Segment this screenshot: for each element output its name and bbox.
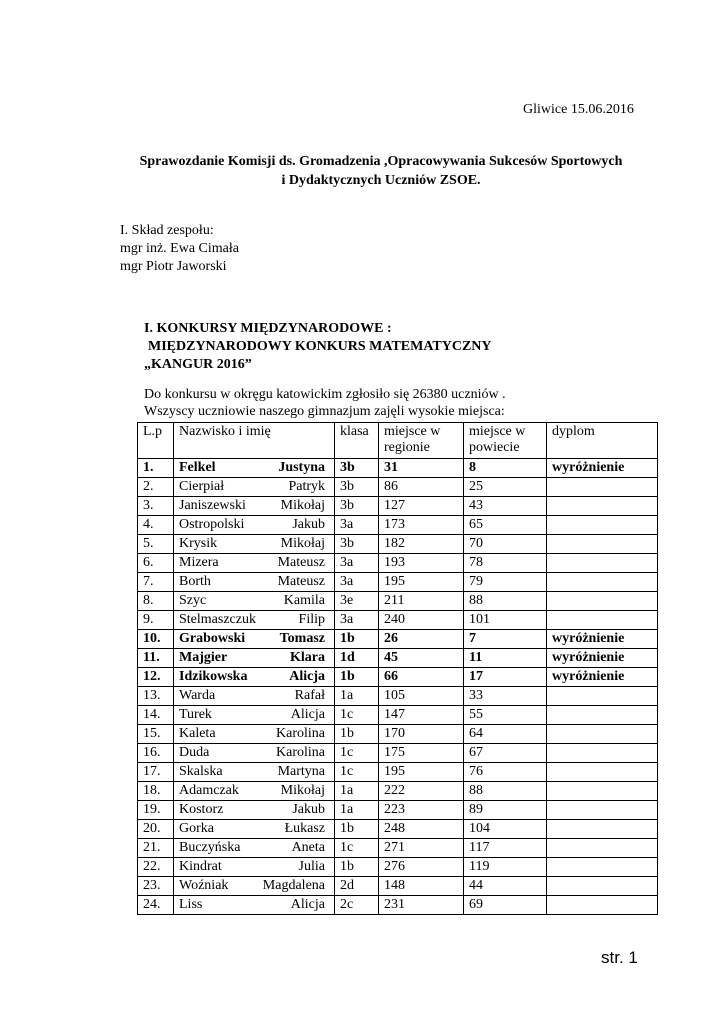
cell-class: 3b <box>335 478 379 497</box>
header-lp: L.p <box>138 423 174 459</box>
cell-lp: 10. <box>138 630 174 649</box>
cell-diploma <box>547 839 658 858</box>
table-row <box>138 592 658 611</box>
student-name <box>179 649 325 667</box>
section-title: I. KONKURSY MIĘDZYNARODOWE : <box>144 321 392 336</box>
cell-county-place: 101 <box>464 611 547 630</box>
cell-name <box>174 592 335 611</box>
cell-lp: 1. <box>138 459 174 478</box>
cell-region-place: 170 <box>379 725 464 744</box>
cell-name <box>174 687 335 706</box>
cell-diploma <box>547 478 658 497</box>
student-name <box>179 896 325 914</box>
team-heading: I. Skład zespołu: <box>120 223 214 238</box>
student-surname: Kaleta <box>179 726 216 741</box>
cell-region-place: 211 <box>379 592 464 611</box>
cell-lp: 19. <box>138 801 174 820</box>
report-title-line1: Sprawozdanie Komisji ds. Gromadzenia ,Opracowywania Sukcesów Sportowych <box>139 154 623 169</box>
cell-county-place: 76 <box>464 763 547 782</box>
student-name <box>179 516 325 534</box>
cell-diploma <box>547 763 658 782</box>
student-first-name: Martyna <box>277 764 325 779</box>
cell-region-place: 182 <box>379 535 464 554</box>
student-first-name: Alicja <box>289 669 325 684</box>
cell-lp: 16. <box>138 744 174 763</box>
cell-region-place: 86 <box>379 478 464 497</box>
student-first-name: Mateusz <box>277 574 325 589</box>
student-surname: Grabowski <box>179 631 246 646</box>
cell-name <box>174 573 335 592</box>
student-surname: Majgier <box>179 650 228 665</box>
table-row <box>138 668 658 687</box>
cell-class: 1c <box>335 839 379 858</box>
cell-lp: 17. <box>138 763 174 782</box>
cell-county-place: 117 <box>464 839 547 858</box>
cell-region-place: 193 <box>379 554 464 573</box>
cell-name <box>174 478 335 497</box>
cell-diploma <box>547 611 658 630</box>
student-name <box>179 630 325 648</box>
cell-lp: 15. <box>138 725 174 744</box>
cell-region-place: 271 <box>379 839 464 858</box>
cell-name <box>174 668 335 687</box>
cell-region-place: 173 <box>379 516 464 535</box>
cell-lp: 20. <box>138 820 174 839</box>
student-surname: Stelmaszczuk <box>179 612 256 627</box>
cell-region-place: 26 <box>379 630 464 649</box>
student-name <box>179 858 325 876</box>
cell-county-place: 44 <box>464 877 547 896</box>
student-surname: Idzikowska <box>179 669 248 684</box>
cell-diploma: wyróżnienie <box>547 459 658 478</box>
student-first-name: Łukasz <box>284 821 325 836</box>
cell-lp: 4. <box>138 516 174 535</box>
student-first-name: Tomasz <box>279 631 325 646</box>
cell-lp: 18. <box>138 782 174 801</box>
student-name <box>179 611 325 629</box>
cell-class: 1b <box>335 630 379 649</box>
team-section <box>120 222 239 276</box>
cell-diploma <box>547 782 658 801</box>
cell-diploma <box>547 516 658 535</box>
student-surname: Gorka <box>179 821 214 836</box>
cell-lp: 14. <box>138 706 174 725</box>
cell-name <box>174 535 335 554</box>
cell-county-place: 88 <box>464 592 547 611</box>
student-name <box>179 459 325 477</box>
cell-diploma <box>547 725 658 744</box>
cell-class: 1b <box>335 668 379 687</box>
table-row <box>138 877 658 896</box>
table-row <box>138 630 658 649</box>
cell-class: 3b <box>335 459 379 478</box>
student-surname: Warda <box>179 688 216 703</box>
report-title-line2: i Dydaktycznych Uczniów ZSOE. <box>281 173 481 188</box>
cell-lp: 22. <box>138 858 174 877</box>
cell-county-place: 88 <box>464 782 547 801</box>
table-row <box>138 839 658 858</box>
student-name <box>179 497 325 515</box>
cell-name <box>174 801 335 820</box>
cell-name <box>174 744 335 763</box>
table-row <box>138 649 658 668</box>
cell-name <box>174 459 335 478</box>
cell-class: 1b <box>335 858 379 877</box>
cell-class: 2d <box>335 877 379 896</box>
cell-diploma <box>547 858 658 877</box>
student-first-name: Kamila <box>283 593 325 608</box>
table-row <box>138 573 658 592</box>
student-surname: Skalska <box>179 764 223 779</box>
table-row <box>138 554 658 573</box>
cell-region-place: 66 <box>379 668 464 687</box>
cell-county-place: 65 <box>464 516 547 535</box>
header-region-text: miejsce w regionie <box>384 424 441 455</box>
student-name <box>179 782 325 800</box>
student-surname: Buczyńska <box>179 840 241 855</box>
cell-county-place: 33 <box>464 687 547 706</box>
intro-line: Wszyscy uczniowie naszego gimnazjum zajęli wysokie miejsca: <box>144 404 505 419</box>
student-name <box>179 877 325 895</box>
student-surname: Kostorz <box>179 802 224 817</box>
cell-county-place: 25 <box>464 478 547 497</box>
cell-county-place: 69 <box>464 896 547 915</box>
cell-county-place: 104 <box>464 820 547 839</box>
cell-class: 1b <box>335 820 379 839</box>
student-name <box>179 839 325 857</box>
cell-diploma <box>547 535 658 554</box>
student-name <box>179 820 325 838</box>
cell-county-place: 79 <box>464 573 547 592</box>
cell-name <box>174 706 335 725</box>
student-first-name: Patryk <box>288 479 325 494</box>
cell-region-place: 195 <box>379 573 464 592</box>
cell-diploma <box>547 497 658 516</box>
cell-class: 3e <box>335 592 379 611</box>
student-surname: Felkel <box>179 460 216 475</box>
cell-diploma <box>547 896 658 915</box>
cell-class: 3b <box>335 497 379 516</box>
cell-class: 1a <box>335 687 379 706</box>
cell-county-place: 11 <box>464 649 547 668</box>
cell-region-place: 222 <box>379 782 464 801</box>
header-diploma: dyplom <box>547 423 658 459</box>
cell-region-place: 147 <box>379 706 464 725</box>
student-first-name: Mikołaj <box>280 783 325 798</box>
page-number: str. 1 <box>601 948 638 967</box>
student-first-name: Mateusz <box>277 555 325 570</box>
document-date: Gliwice 15.06.2016 <box>523 102 634 117</box>
student-first-name: Jakub <box>292 802 325 817</box>
student-surname: Borth <box>179 574 211 589</box>
student-name <box>179 687 325 705</box>
cell-name <box>174 839 335 858</box>
cell-county-place: 89 <box>464 801 547 820</box>
cell-lp: 3. <box>138 497 174 516</box>
cell-name <box>174 896 335 915</box>
cell-county-place: 67 <box>464 744 547 763</box>
cell-county-place: 55 <box>464 706 547 725</box>
cell-name <box>174 763 335 782</box>
student-surname: Szyc <box>179 593 207 608</box>
cell-name <box>174 516 335 535</box>
student-name <box>179 554 325 572</box>
cell-diploma <box>547 744 658 763</box>
table-row <box>138 459 658 478</box>
cell-name <box>174 877 335 896</box>
cell-class: 3a <box>335 573 379 592</box>
student-surname: Kindrat <box>179 859 222 874</box>
student-first-name: Karolina <box>276 726 325 741</box>
student-name <box>179 668 325 686</box>
student-surname: Janiszewski <box>179 498 246 513</box>
cell-name <box>174 611 335 630</box>
cell-class: 1d <box>335 649 379 668</box>
table-row <box>138 801 658 820</box>
cell-diploma <box>547 706 658 725</box>
results-table <box>137 422 658 915</box>
cell-lp: 7. <box>138 573 174 592</box>
student-first-name: Jakub <box>292 517 325 532</box>
cell-lp: 23. <box>138 877 174 896</box>
student-name <box>179 725 325 743</box>
student-name <box>179 573 325 591</box>
student-first-name: Karolina <box>276 745 325 760</box>
student-surname: Duda <box>179 745 210 760</box>
student-name <box>179 478 325 496</box>
table-row <box>138 782 658 801</box>
student-name <box>179 592 325 610</box>
cell-diploma <box>547 820 658 839</box>
cell-class: 2c <box>335 896 379 915</box>
contest-intro <box>144 386 506 420</box>
contest-edition: „KANGUR 2016” <box>144 357 252 372</box>
cell-county-place: 17 <box>464 668 547 687</box>
cell-name <box>174 725 335 744</box>
cell-county-place: 43 <box>464 497 547 516</box>
cell-class: 3a <box>335 516 379 535</box>
cell-region-place: 231 <box>379 896 464 915</box>
student-first-name: Justyna <box>278 460 325 475</box>
contest-name: MIĘDZYNARODOWY KONKURS MATEMATYCZNY <box>148 339 492 354</box>
cell-county-place: 8 <box>464 459 547 478</box>
cell-class: 1c <box>335 744 379 763</box>
cell-region-place: 31 <box>379 459 464 478</box>
cell-county-place: 78 <box>464 554 547 573</box>
table-row <box>138 763 658 782</box>
cell-lp: 9. <box>138 611 174 630</box>
table-row <box>138 687 658 706</box>
cell-county-place: 119 <box>464 858 547 877</box>
team-member: mgr inż. Ewa Cimała <box>120 241 239 256</box>
student-name <box>179 706 325 724</box>
header-class: klasa <box>335 423 379 459</box>
table-row <box>138 896 658 915</box>
cell-lp: 5. <box>138 535 174 554</box>
cell-class: 1a <box>335 801 379 820</box>
student-first-name: Mikołaj <box>280 498 325 513</box>
student-surname: Ostropolski <box>179 517 245 532</box>
cell-region-place: 195 <box>379 763 464 782</box>
student-first-name: Magdalena <box>262 878 325 893</box>
cell-county-place: 64 <box>464 725 547 744</box>
cell-class: 3a <box>335 554 379 573</box>
student-surname: Krysik <box>179 536 218 551</box>
table-row <box>138 535 658 554</box>
student-first-name: Alicja <box>290 897 325 912</box>
cell-name <box>174 554 335 573</box>
cell-lp: 12. <box>138 668 174 687</box>
table-row <box>138 744 658 763</box>
student-first-name: Filip <box>298 612 325 627</box>
student-first-name: Rafał <box>294 688 325 703</box>
cell-region-place: 175 <box>379 744 464 763</box>
table-row <box>138 516 658 535</box>
cell-name <box>174 497 335 516</box>
cell-class: 3b <box>335 535 379 554</box>
student-surname: Mizera <box>179 555 219 570</box>
header-region <box>379 423 464 459</box>
table-row <box>138 611 658 630</box>
cell-class: 1c <box>335 706 379 725</box>
header-county <box>464 423 547 459</box>
table-row <box>138 820 658 839</box>
cell-lp: 6. <box>138 554 174 573</box>
cell-lp: 13. <box>138 687 174 706</box>
cell-county-place: 70 <box>464 535 547 554</box>
cell-diploma <box>547 877 658 896</box>
contest-heading <box>144 320 492 374</box>
cell-class: 3a <box>335 611 379 630</box>
cell-class: 1a <box>335 782 379 801</box>
cell-name <box>174 649 335 668</box>
cell-lp: 24. <box>138 896 174 915</box>
cell-diploma <box>547 687 658 706</box>
cell-diploma <box>547 573 658 592</box>
cell-region-place: 148 <box>379 877 464 896</box>
cell-name <box>174 782 335 801</box>
student-name <box>179 763 325 781</box>
student-surname: Turek <box>179 707 212 722</box>
cell-region-place: 105 <box>379 687 464 706</box>
cell-region-place: 127 <box>379 497 464 516</box>
cell-county-place: 7 <box>464 630 547 649</box>
cell-lp: 21. <box>138 839 174 858</box>
header-county-text: miejsce w powiecie <box>469 424 526 455</box>
report-title <box>100 152 662 190</box>
student-surname: Woźniak <box>179 878 229 893</box>
cell-region-place: 240 <box>379 611 464 630</box>
table-row <box>138 706 658 725</box>
cell-class: 1b <box>335 725 379 744</box>
student-first-name: Mikołaj <box>280 536 325 551</box>
student-name <box>179 744 325 762</box>
cell-name <box>174 858 335 877</box>
cell-diploma <box>547 554 658 573</box>
cell-region-place: 45 <box>379 649 464 668</box>
student-surname: Cierpiał <box>179 479 225 494</box>
cell-diploma: wyróżnienie <box>547 630 658 649</box>
student-first-name: Klara <box>290 650 325 665</box>
cell-diploma: wyróżnienie <box>547 668 658 687</box>
cell-name <box>174 630 335 649</box>
student-first-name: Aneta <box>291 840 325 855</box>
student-name <box>179 535 325 553</box>
cell-diploma <box>547 592 658 611</box>
cell-lp: 2. <box>138 478 174 497</box>
cell-class: 1c <box>335 763 379 782</box>
cell-region-place: 223 <box>379 801 464 820</box>
table-row <box>138 478 658 497</box>
student-surname: Adamczak <box>179 783 239 798</box>
cell-lp: 11. <box>138 649 174 668</box>
cell-region-place: 248 <box>379 820 464 839</box>
cell-name <box>174 820 335 839</box>
team-member: mgr Piotr Jaworski <box>120 259 227 274</box>
table-header-row <box>138 423 658 459</box>
cell-diploma: wyróżnienie <box>547 649 658 668</box>
cell-diploma <box>547 801 658 820</box>
student-first-name: Alicja <box>290 707 325 722</box>
intro-line: Do konkursu w okręgu katowickim zgłosiło się 26380 uczniów . <box>144 387 506 402</box>
table-row <box>138 725 658 744</box>
cell-lp: 8. <box>138 592 174 611</box>
student-first-name: Julia <box>298 859 325 874</box>
student-surname: Liss <box>179 897 203 912</box>
table-row <box>138 497 658 516</box>
header-name: Nazwisko i imię <box>174 423 335 459</box>
table-row <box>138 858 658 877</box>
cell-region-place: 276 <box>379 858 464 877</box>
student-name <box>179 801 325 819</box>
